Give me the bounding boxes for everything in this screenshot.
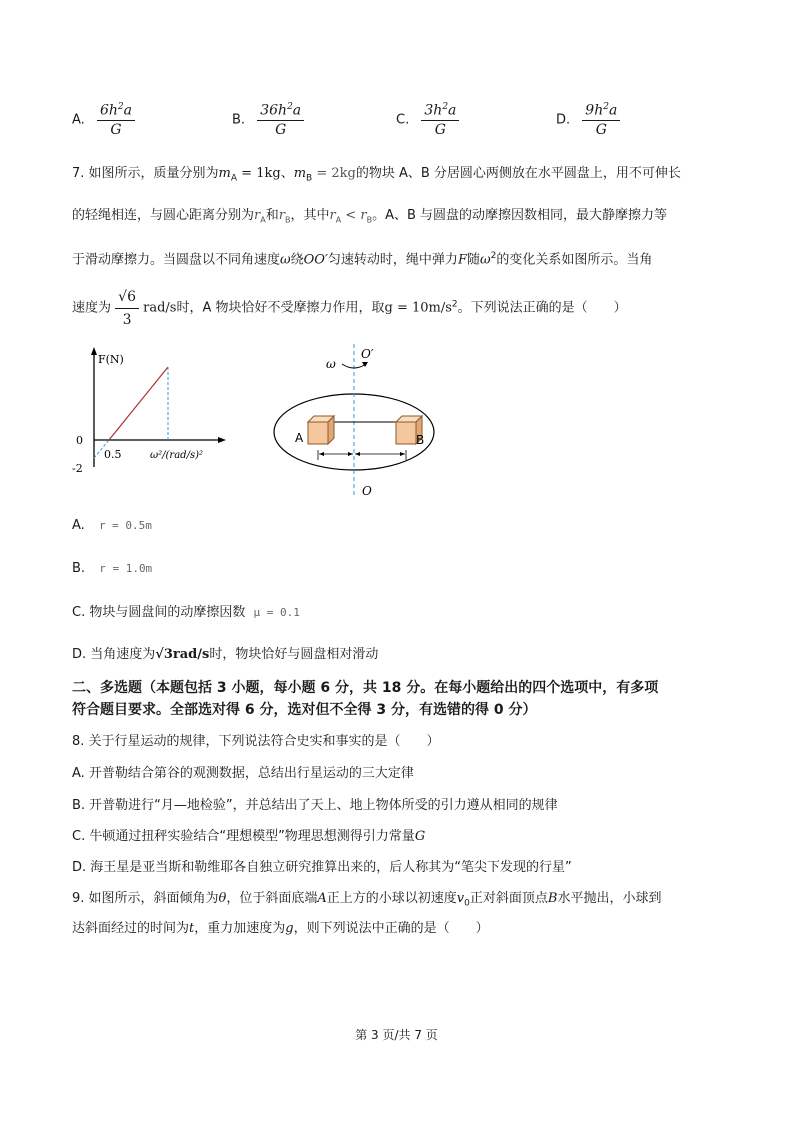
disk-diagram	[270, 340, 440, 500]
y-axis-arrow	[91, 347, 97, 355]
block-b-label: B	[416, 433, 425, 447]
option-label: B.	[232, 112, 246, 128]
block-a	[308, 422, 328, 444]
q6-option-c	[396, 102, 459, 138]
q8-option-b: B. 开普勒进行“月—地检验”，并总结出了天上、地上物体所受的引力遵从相同的规律	[72, 798, 558, 813]
data-line	[109, 367, 168, 440]
fraction: $\frac{6h^2a}{G}$	[97, 102, 135, 138]
section2-line2: 符合题目要求。全部选对得 6 分，选对但不全得 3 分，有选错的得 0 分）	[72, 702, 537, 718]
q6-option-a	[72, 102, 135, 138]
fraction: $\frac{√6}{3}$	[115, 287, 139, 330]
q9-line1: 9. 如图所示，斜面倾角为θ，位于斜面底端A正上方的小球以初速度$v_0$正对斜面顶点B水平抛出，小球到	[72, 891, 662, 909]
fraction: $\frac{9h^2a}{G}$	[582, 102, 620, 138]
q8-option-d: D. 海王星是亚当斯和勒维耶各自独立研究推算出来的，后人称其为“笔尖下发现的行星”	[72, 860, 572, 875]
origin-label: 0	[76, 434, 83, 447]
q7-line3: 于滑动摩擦力。当圆盘以不同角速度ω绕OO′匀速转动时，绳中弹力F随$\omega^2$的变化关系如图所示。当角	[72, 251, 653, 268]
page-footer: 第 3 页/共 7 页	[355, 1028, 438, 1042]
neg-tick-label: -2	[72, 462, 83, 475]
q7-option-d: D. 当角速度为√3rad/s时，物块恰好与圆盘相对滑动	[72, 647, 379, 662]
q7-option-c: C. 物块与圆盘间的动摩擦因数 μ = 0.1	[72, 605, 300, 620]
x-tick-label: 0.5	[104, 448, 122, 461]
block-a-label: A	[295, 431, 304, 445]
option-label: A.	[72, 112, 85, 128]
q9-line2: 达斜面经过的时间为t，重力加速度为g，则下列说法中正确的是（ ）	[72, 921, 489, 936]
q7-line2: 的轻绳相连，与圆心距离分别为$r_A$和$r_B$，其中$r_A < r_B$。A、B 与圆盘的动摩擦因数相同，最大静摩擦力等	[72, 208, 668, 225]
q8-option-c: C. 牛顿通过扭秤实验结合“理想模型”物理思想测得引力常量G	[72, 829, 426, 844]
x-axis-arrow	[218, 437, 226, 443]
q6-option-d	[556, 102, 620, 138]
y-axis-label: F(N)	[98, 353, 124, 366]
q7-option-b: B. r = 1.0m	[72, 561, 153, 576]
q7-line1: 7. 如图所示，质量分别为$m_A = 1kg$、$m_B = 2kg$的物块 A、B 分居圆心两侧放在水平圆盘上，用不可伸长	[72, 166, 681, 184]
block-b	[396, 422, 416, 444]
o-prime-label: O′	[361, 347, 374, 361]
omega-label: ω	[326, 357, 336, 371]
option-label: D.	[556, 112, 571, 128]
x-axis-label: ω²/(rad/s)²	[150, 450, 203, 461]
q6-option-b	[232, 102, 304, 138]
fraction: $\frac{36h^2a}{G}$	[257, 102, 304, 138]
q7-line4: 速度为 $\frac{√6}{3}$ rad/s时，A 物块恰好不受摩擦力作用，取$g = 10m/s^2$。下列说法正确的是（ ）	[72, 289, 627, 328]
q8-stem: 8. 关于行星运动的规律，下列说法符合史实和事实的是（ ）	[72, 734, 440, 749]
o-label: O	[362, 484, 372, 498]
fraction: $\frac{3h^2a}{G}$	[421, 102, 459, 138]
q7-option-a: A. r = 0.5m	[72, 518, 152, 533]
f-omega-graph	[68, 345, 228, 480]
option-label: C.	[396, 112, 410, 128]
section2-line1: 二、多选题（本题包括 3 小题，每小题 6 分，共 18 分。在每小题给出的四个选项中，有多项	[72, 680, 659, 696]
q8-option-a: A. 开普勒结合第谷的观测数据，总结出行星运动的三大定律	[72, 766, 414, 781]
